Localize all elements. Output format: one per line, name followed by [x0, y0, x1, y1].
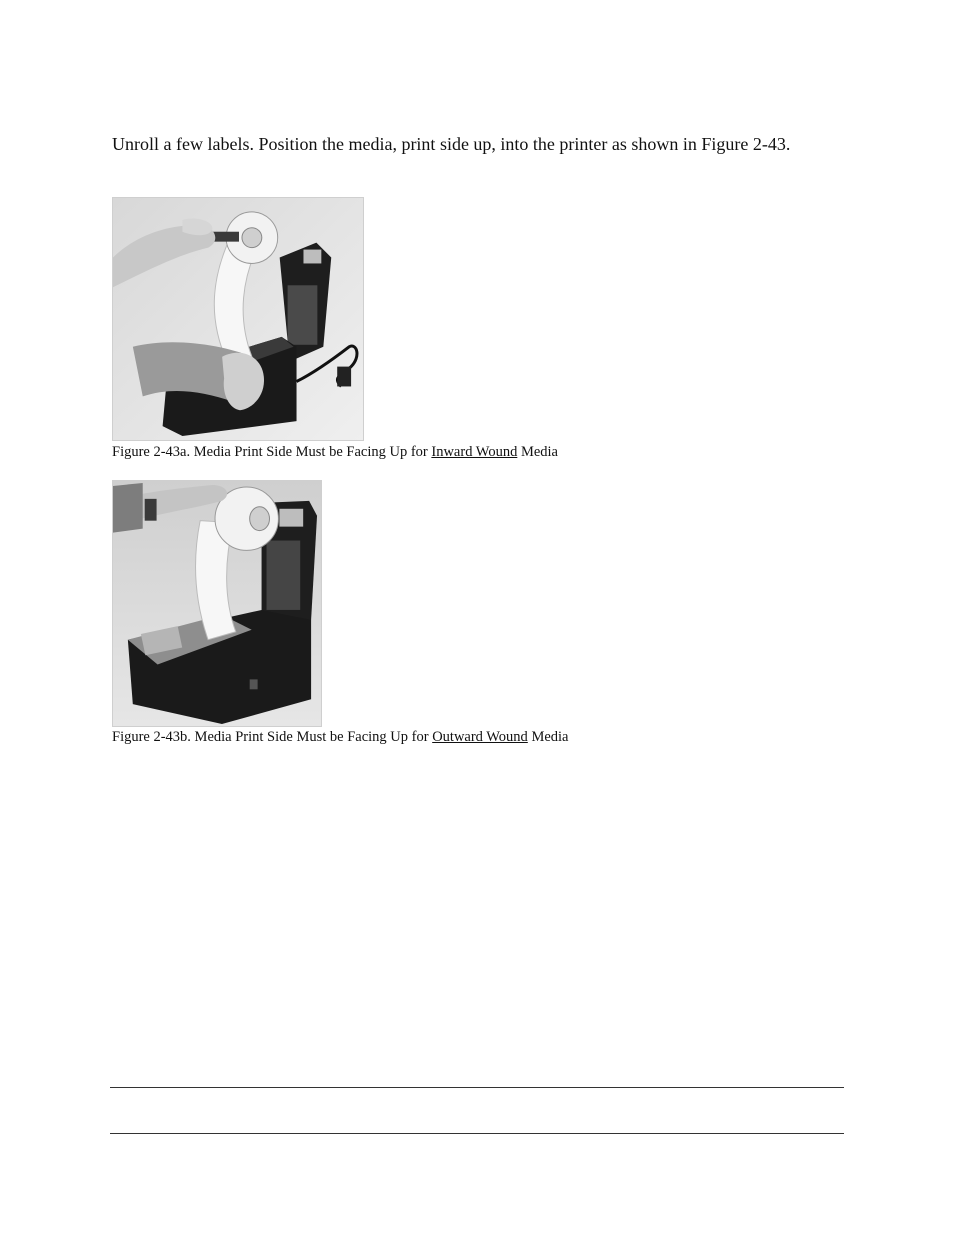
- caption-suffix: Media: [517, 444, 558, 460]
- caption-suffix: Media: [527, 729, 569, 745]
- figure-2-43b-caption: [112, 729, 568, 746]
- caption-prefix: Figure 2-43a. Media Print Side Must be Facing Up for: [112, 444, 432, 460]
- figure-2-43b-photo: [112, 480, 322, 727]
- caption-prefix: Figure 2-43b. Media Print Side Must be Facing Up for: [112, 729, 433, 745]
- instruction-paragraph: Unroll a few labels. Position the media, print side up, into the printer as shown in Figure 2-43.: [112, 134, 791, 154]
- footer-rule-bottom: [110, 1133, 844, 1134]
- figure-2-43a-caption: [112, 444, 558, 461]
- figure-2-43a-photo: [112, 197, 364, 441]
- caption-emphasis: Outward Wound: [432, 729, 528, 745]
- footer-rule-top: [110, 1087, 844, 1088]
- caption-emphasis: Inward Wound: [431, 444, 518, 460]
